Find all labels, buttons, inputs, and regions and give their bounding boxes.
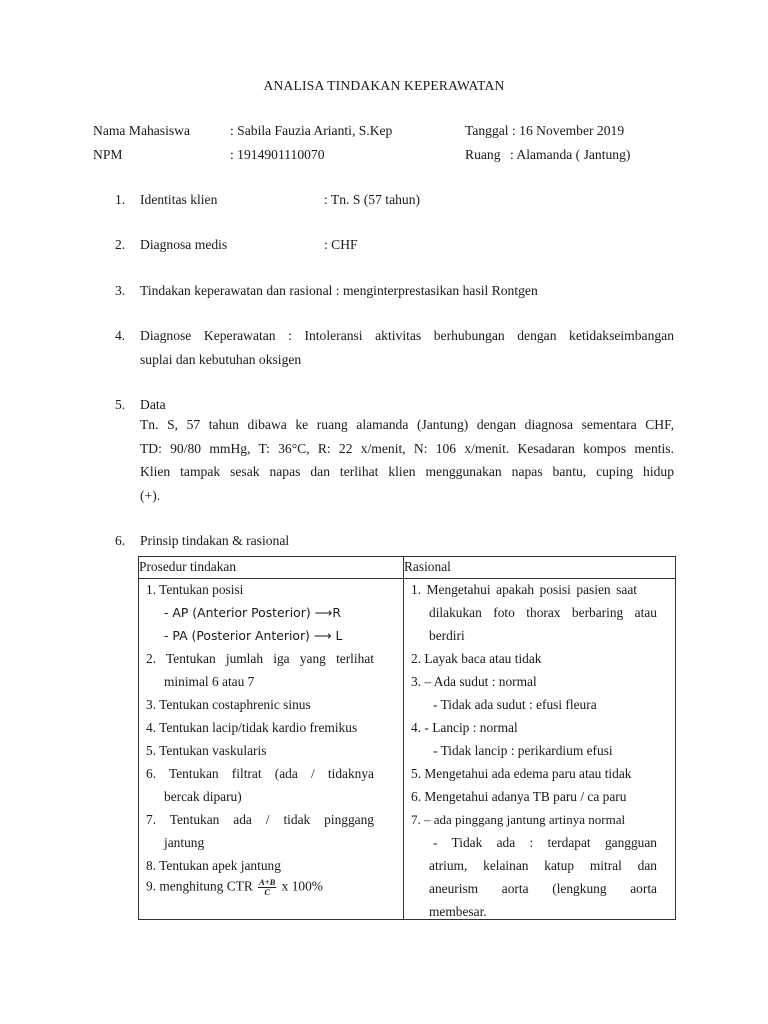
item-5-line-3: Klien tampak sesak napas dan terlihat klien menggunakan napas bantu, cuping hidup [140,464,674,479]
prosedur-cell [139,579,404,920]
prosedur-line: 8. Tentukan apek jantung [146,858,281,873]
ctr-formula [146,878,323,897]
item-6-number: 6. [115,533,126,548]
fraction-numerator: A+B [259,877,276,887]
rasional-line: membesar. [429,904,487,919]
tanggal: Tanggal : 16 November 2019 [465,123,625,138]
item-4-number: 4. [115,328,126,343]
rasional-line: dilakukan foto thorax berbaring atau [429,605,657,620]
fraction-denominator: C [264,887,271,897]
prosedur-line: bercak diparu) [164,789,242,804]
procedure-table [138,556,676,920]
nama-label: Nama Mahasiswa [93,123,191,138]
prosedur-line: minimal 6 atau 7 [164,674,255,689]
rasional-line: 5. Mengetahui ada edema paru atau tidak [411,766,632,781]
rasional-line: - Tidak ada sudut : efusi fleura [433,697,597,712]
rasional-line: aneurism aorta (lengkung aorta [429,881,657,896]
ruang-label: Ruang [465,147,501,162]
ctr-fraction [258,878,276,897]
prosedur-line: 2. Tentukan jumlah iga yang terlihat [146,651,374,666]
prosedur-line: 5. Tentukan vaskularis [146,743,267,758]
npm-label: NPM [93,147,123,162]
rasional-line: 4. - Lancip : normal [411,720,518,735]
header-prosedur: Prosedur tindakan [139,557,404,579]
rasional-line: 6. Mengetahui adanya TB paru / ca paru [411,789,627,804]
item-5-line-1: Tn. S, 57 tahun dibawa ke ruang alamanda (Jantung) dengan diagnosa sementara CHF, [140,417,674,432]
item-1-label: Identitas klien [140,192,218,207]
item-4-line-1: Diagnose Keperawatan : Intoleransi aktivitas berhubungan dengan ketidakseimbangan [140,328,674,343]
item-2-value: : CHF [324,237,358,252]
nama-value: : Sabila Fauzia Arianti, S.Kep [230,123,393,138]
item-3-text: Tindakan keperawatan dan rasional : menginterprestasikan hasil Rontgen [140,283,538,298]
document-title: ANALISA TINDAKAN KEPERAWATAN [263,78,505,93]
rasional-cell [404,579,676,920]
item-1-number: 1. [115,192,126,207]
rasional-line: atrium, kelainan katup mitral dan [429,858,657,873]
item-5-label: Data [140,397,166,412]
ctr-label: 9. menghitung CTR [146,878,253,894]
item-6-label: Prinsip tindakan & rasional [140,533,290,548]
ctr-multiplier: x 100% [281,878,323,894]
item-3-number: 3. [115,283,126,298]
prosedur-line: jantung [164,835,205,850]
ruang-value: : Alamanda ( Jantung) [510,147,631,162]
rasional-line: - Tidak lancip : perikardium efusi [433,743,613,758]
item-1-value: : Tn. S (57 tahun) [324,192,421,207]
header-rasional: Rasional [404,557,676,579]
prosedur-line: 1. Tentukan posisi [146,582,244,597]
rasional-line: 3. – Ada sudut : normal [411,674,537,689]
item-5-line-2: TD: 90/80 mmHg, T: 36°C, R: 22 x/menit, N: 106 x/menit. Kesadaran kompos mentis. [140,441,674,456]
rasional-line: - Tidak ada : terdapat gangguan [433,835,657,850]
item-5-number: 5. [115,397,126,412]
rasional-line: 2. Layak baca atau tidak [411,651,542,666]
prosedur-line: 3. Tentukan costaphrenic sinus [146,697,311,712]
table-body-row [139,579,676,920]
prosedur-line: 6. Tentukan filtrat (ada / tidaknya [146,766,374,781]
item-2-number: 2. [115,237,126,252]
item-2-label: Diagnosa medis [140,237,228,252]
prosedur-line: 4. Tentukan lacip/tidak kardio fremikus [146,720,358,735]
rasional-line: berdiri [429,628,465,643]
rasional-line: 1. Mengetahui apakah posisi pasien saat [411,582,637,597]
npm-value: : 1914901110070 [230,147,325,162]
prosedur-line: - AP (Anterior Posterior) ⟶R [164,605,341,620]
item-4-line-2: suplai dan kebutuhan oksigen [140,352,302,367]
prosedur-line: - PA (Posterior Anterior) ⟶ L [164,628,343,643]
rasional-line: 7. – ada pinggang jantung artinya normal [411,812,626,827]
item-5-line-4: (+). [140,488,161,503]
table-header-row [139,557,676,579]
prosedur-line: 7. Tentukan ada / tidak pinggang [146,812,374,827]
